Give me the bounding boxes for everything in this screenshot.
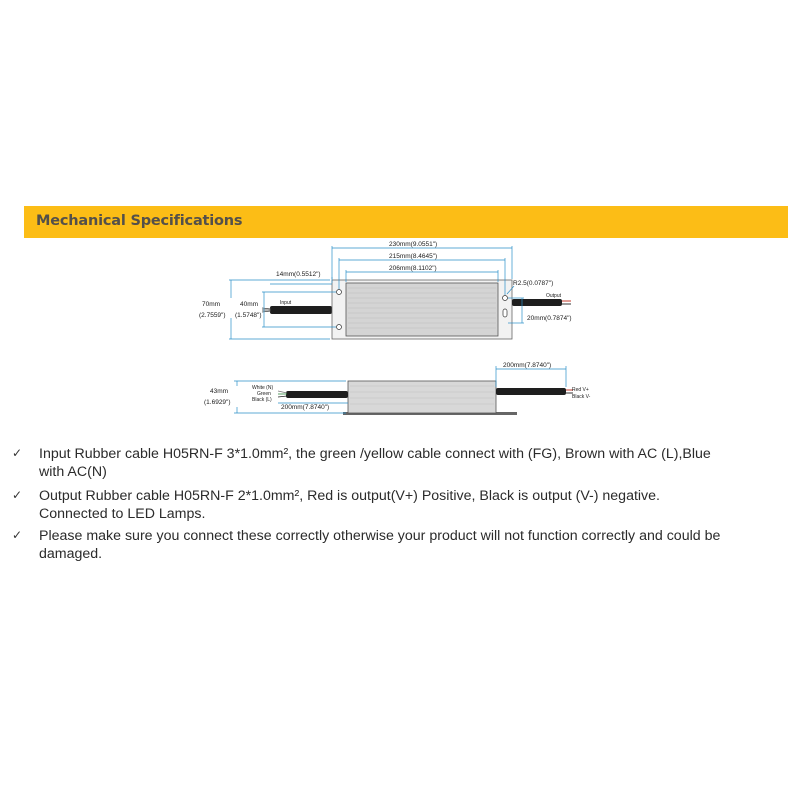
dim-hole-radius: R2.5(0.0787") — [513, 280, 554, 287]
dim-inner-height: 40mm — [240, 301, 259, 308]
wire-white-label: White (N) — [252, 385, 274, 391]
dim-inner-height-in: (1.5748") — [235, 312, 262, 319]
dim-thickness-in: (1.6929") — [204, 399, 231, 406]
output-cable-side — [496, 388, 566, 395]
check-icon: ✓ — [12, 488, 23, 502]
top-view — [199, 241, 572, 339]
check-icon: ✓ — [12, 528, 23, 542]
check-icon: ✓ — [12, 446, 23, 460]
section-title: Mechanical Specifications — [36, 213, 243, 229]
wire-red-label: Red V+ — [572, 387, 589, 393]
dim-cable-offset: 20mm(0.7874") — [527, 315, 572, 322]
dim-height-in: (2.7559") — [199, 312, 226, 319]
label-output: Output — [546, 293, 562, 299]
side-view — [204, 362, 591, 415]
input-cable — [270, 306, 332, 314]
output-cable — [512, 299, 562, 306]
label-input: Input — [280, 300, 292, 306]
mount-slot-icon — [503, 309, 507, 317]
input-cable-side — [286, 391, 348, 398]
dim-body-length: 206mm(8.1102") — [389, 265, 437, 272]
mount-hole-icon — [503, 296, 508, 301]
dim-height: 70mm — [202, 301, 221, 308]
dim-output-cable: 200mm(7.8740") — [503, 362, 552, 369]
wire-black-label: Black (L) — [252, 397, 272, 403]
mount-hole-icon — [337, 325, 342, 330]
dim-mount-pitch: 215mm(8.4645") — [389, 253, 438, 260]
dim-overall-length: 230mm(9.0551") — [389, 241, 438, 248]
dim-thickness: 43mm — [210, 388, 229, 395]
spec-text: Output Rubber cable H05RN-F 2*1.0mm², Red is output(V+) Positive, Black is output (V-) negative. Connected to LED Lamps. — [39, 488, 660, 522]
dim-end-offset: 14mm(0.5512") — [276, 271, 321, 278]
wire-green-label: Green — [257, 391, 271, 397]
spec-text: Input Rubber cable H05RN-F 3*1.0mm², the green /yellow cable connect with (FG), Brown with AC (L),Blue with AC(N) — [39, 446, 711, 480]
wire-black-out-label: Black V- — [572, 394, 591, 400]
dim-input-cable: 200mm(7.8740") — [281, 404, 330, 411]
spec-text: Please make sure you connect these correctly otherwise your product will not function correctly and could be damaged. — [39, 528, 721, 562]
mount-hole-icon — [337, 290, 342, 295]
